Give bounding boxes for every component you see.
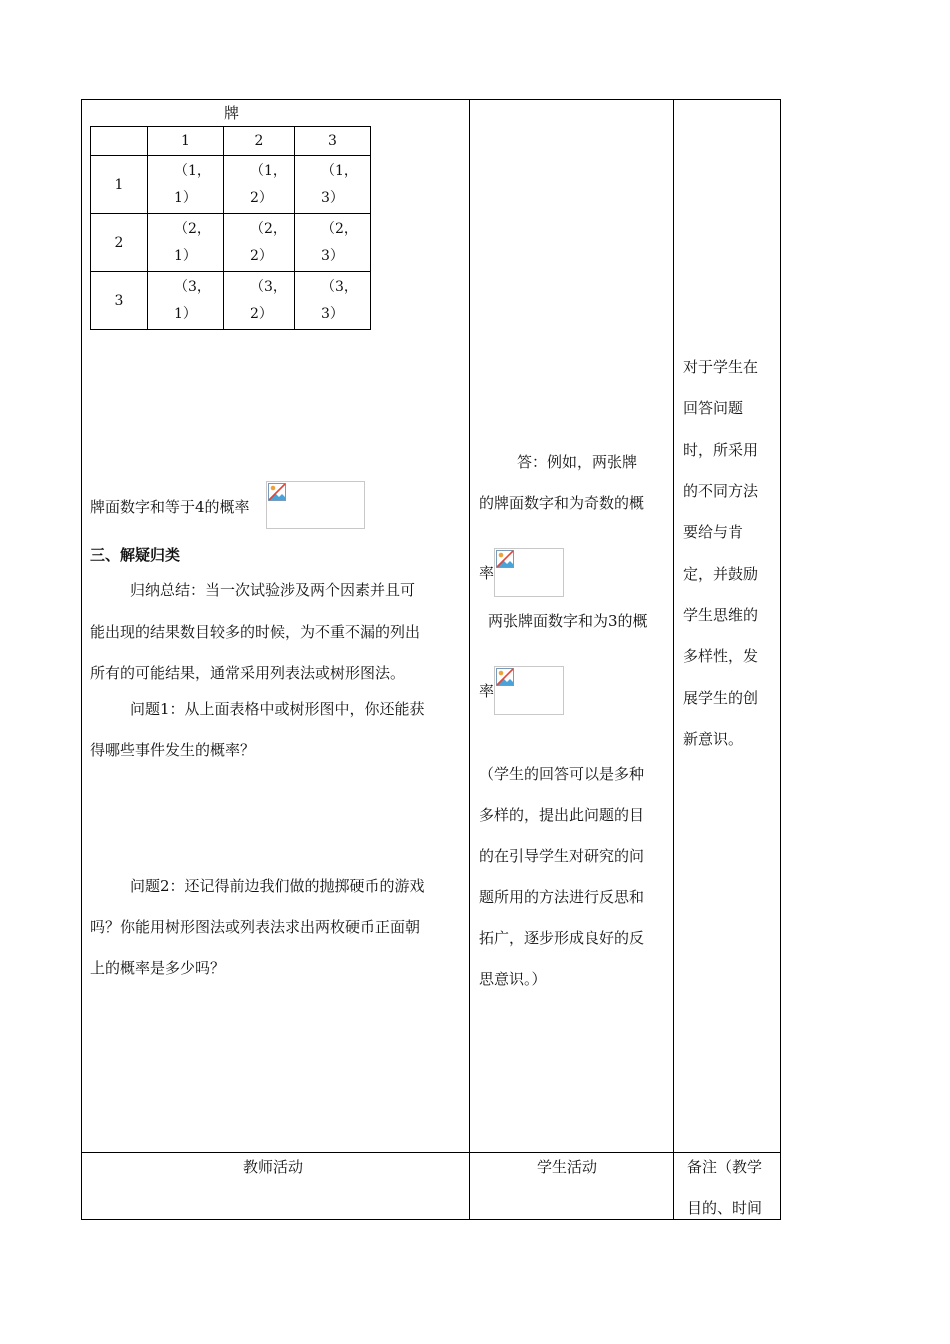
table-cell: （2， 3） (295, 214, 371, 272)
table-header-cell (91, 127, 148, 156)
remark-header-line: 备注（教学 (687, 1158, 763, 1176)
remark-line: 多样性，发 (683, 647, 759, 665)
table-cell: （3， 1） (148, 272, 224, 330)
student-note-line: （学生的回答可以是多种 (479, 765, 645, 783)
table-cell: （2， 2） (224, 214, 295, 272)
table-cell: （1， 2） (224, 156, 295, 214)
answer-line: 答：例如，两张牌 (517, 453, 638, 471)
remark-line: 定，并鼓励 (683, 565, 759, 583)
row-divider (81, 1152, 781, 1153)
remark-line: 学生思维的 (683, 606, 759, 624)
question2-line: 吗？你能用树形图法或列表法求出两枚硬币正面朝 (90, 918, 421, 936)
formula-image (266, 481, 365, 529)
table-header-cell: 1 (148, 127, 224, 156)
table-cell: （2， 1） (148, 214, 224, 272)
remark-line: 新意识。 (683, 730, 744, 748)
question2-line: 问题2：还记得前边我们做的抛掷硬币的游戏 (130, 877, 425, 895)
remark-line: 要给与肯 (683, 523, 744, 541)
row-label: 2 (91, 214, 148, 272)
broken-image-icon (496, 668, 514, 686)
table-cell: （1， 1） (148, 156, 224, 214)
outcome-table (90, 126, 371, 330)
table-cell: （3， 2） (224, 272, 295, 330)
column-divider (673, 99, 674, 1220)
table-cell: （3， 3） (295, 272, 371, 330)
sum3-line: 两张牌面数字和为3的概 (488, 612, 648, 630)
student-note-line: 题所用的方法进行反思和 (479, 888, 645, 906)
answer-line: 率 (479, 564, 495, 582)
student-note-line: 的在引导学生对研究的问 (479, 847, 645, 865)
summary-line: 能出现的结果数目较多的时候，为不重不漏的列出 (90, 623, 421, 641)
question1-line: 得哪些事件发生的概率？ (90, 741, 256, 759)
remark-line: 展学生的创 (683, 689, 759, 707)
student-note-line: 拓广，逐步形成良好的反 (479, 929, 645, 947)
student-activity-header: 学生活动 (537, 1158, 598, 1176)
table-row (91, 272, 371, 330)
sum3-line: 率 (479, 682, 495, 700)
broken-image-icon (268, 483, 286, 501)
teacher-activity-header: 教师活动 (243, 1158, 304, 1176)
question1-line: 问题1：从上面表格中或树形图中，你还能获 (130, 700, 425, 718)
summary-line: 归纳总结：当一次试验涉及两个因素并且可 (130, 581, 416, 599)
column-divider (469, 99, 470, 1220)
row-label: 1 (91, 156, 148, 214)
student-note-line: 多样的，提出此问题的目 (479, 806, 645, 824)
remark-line: 对于学生在 (683, 358, 759, 376)
remark-line: 的不同方法 (683, 482, 759, 500)
table-cell: （1， 3） (295, 156, 371, 214)
table-caption: 牌 (224, 104, 240, 122)
section-title: 三、解疑归类 (90, 546, 181, 564)
table-row (91, 156, 371, 214)
row-label: 3 (91, 272, 148, 330)
student-note-line: 思意识。） (479, 970, 547, 988)
table-header-cell: 3 (295, 127, 371, 156)
table-row (91, 214, 371, 272)
remark-line: 时，所采用 (683, 441, 759, 459)
summary-line: 所有的可能结果，通常采用列表法或树形图法。 (90, 664, 406, 682)
remark-header-line: 目的、时间 (687, 1199, 763, 1217)
formula-image (494, 666, 564, 715)
table-header-cell: 2 (224, 127, 295, 156)
question2-line: 上的概率是多少吗？ (90, 959, 226, 977)
probability-sum4-text: 牌面数字和等于4的概率 (90, 498, 250, 516)
formula-image (494, 548, 564, 597)
remark-line: 回答问题 (683, 399, 744, 417)
broken-image-icon (496, 550, 514, 568)
answer-line: 的牌面数字和为奇数的概 (479, 494, 645, 512)
